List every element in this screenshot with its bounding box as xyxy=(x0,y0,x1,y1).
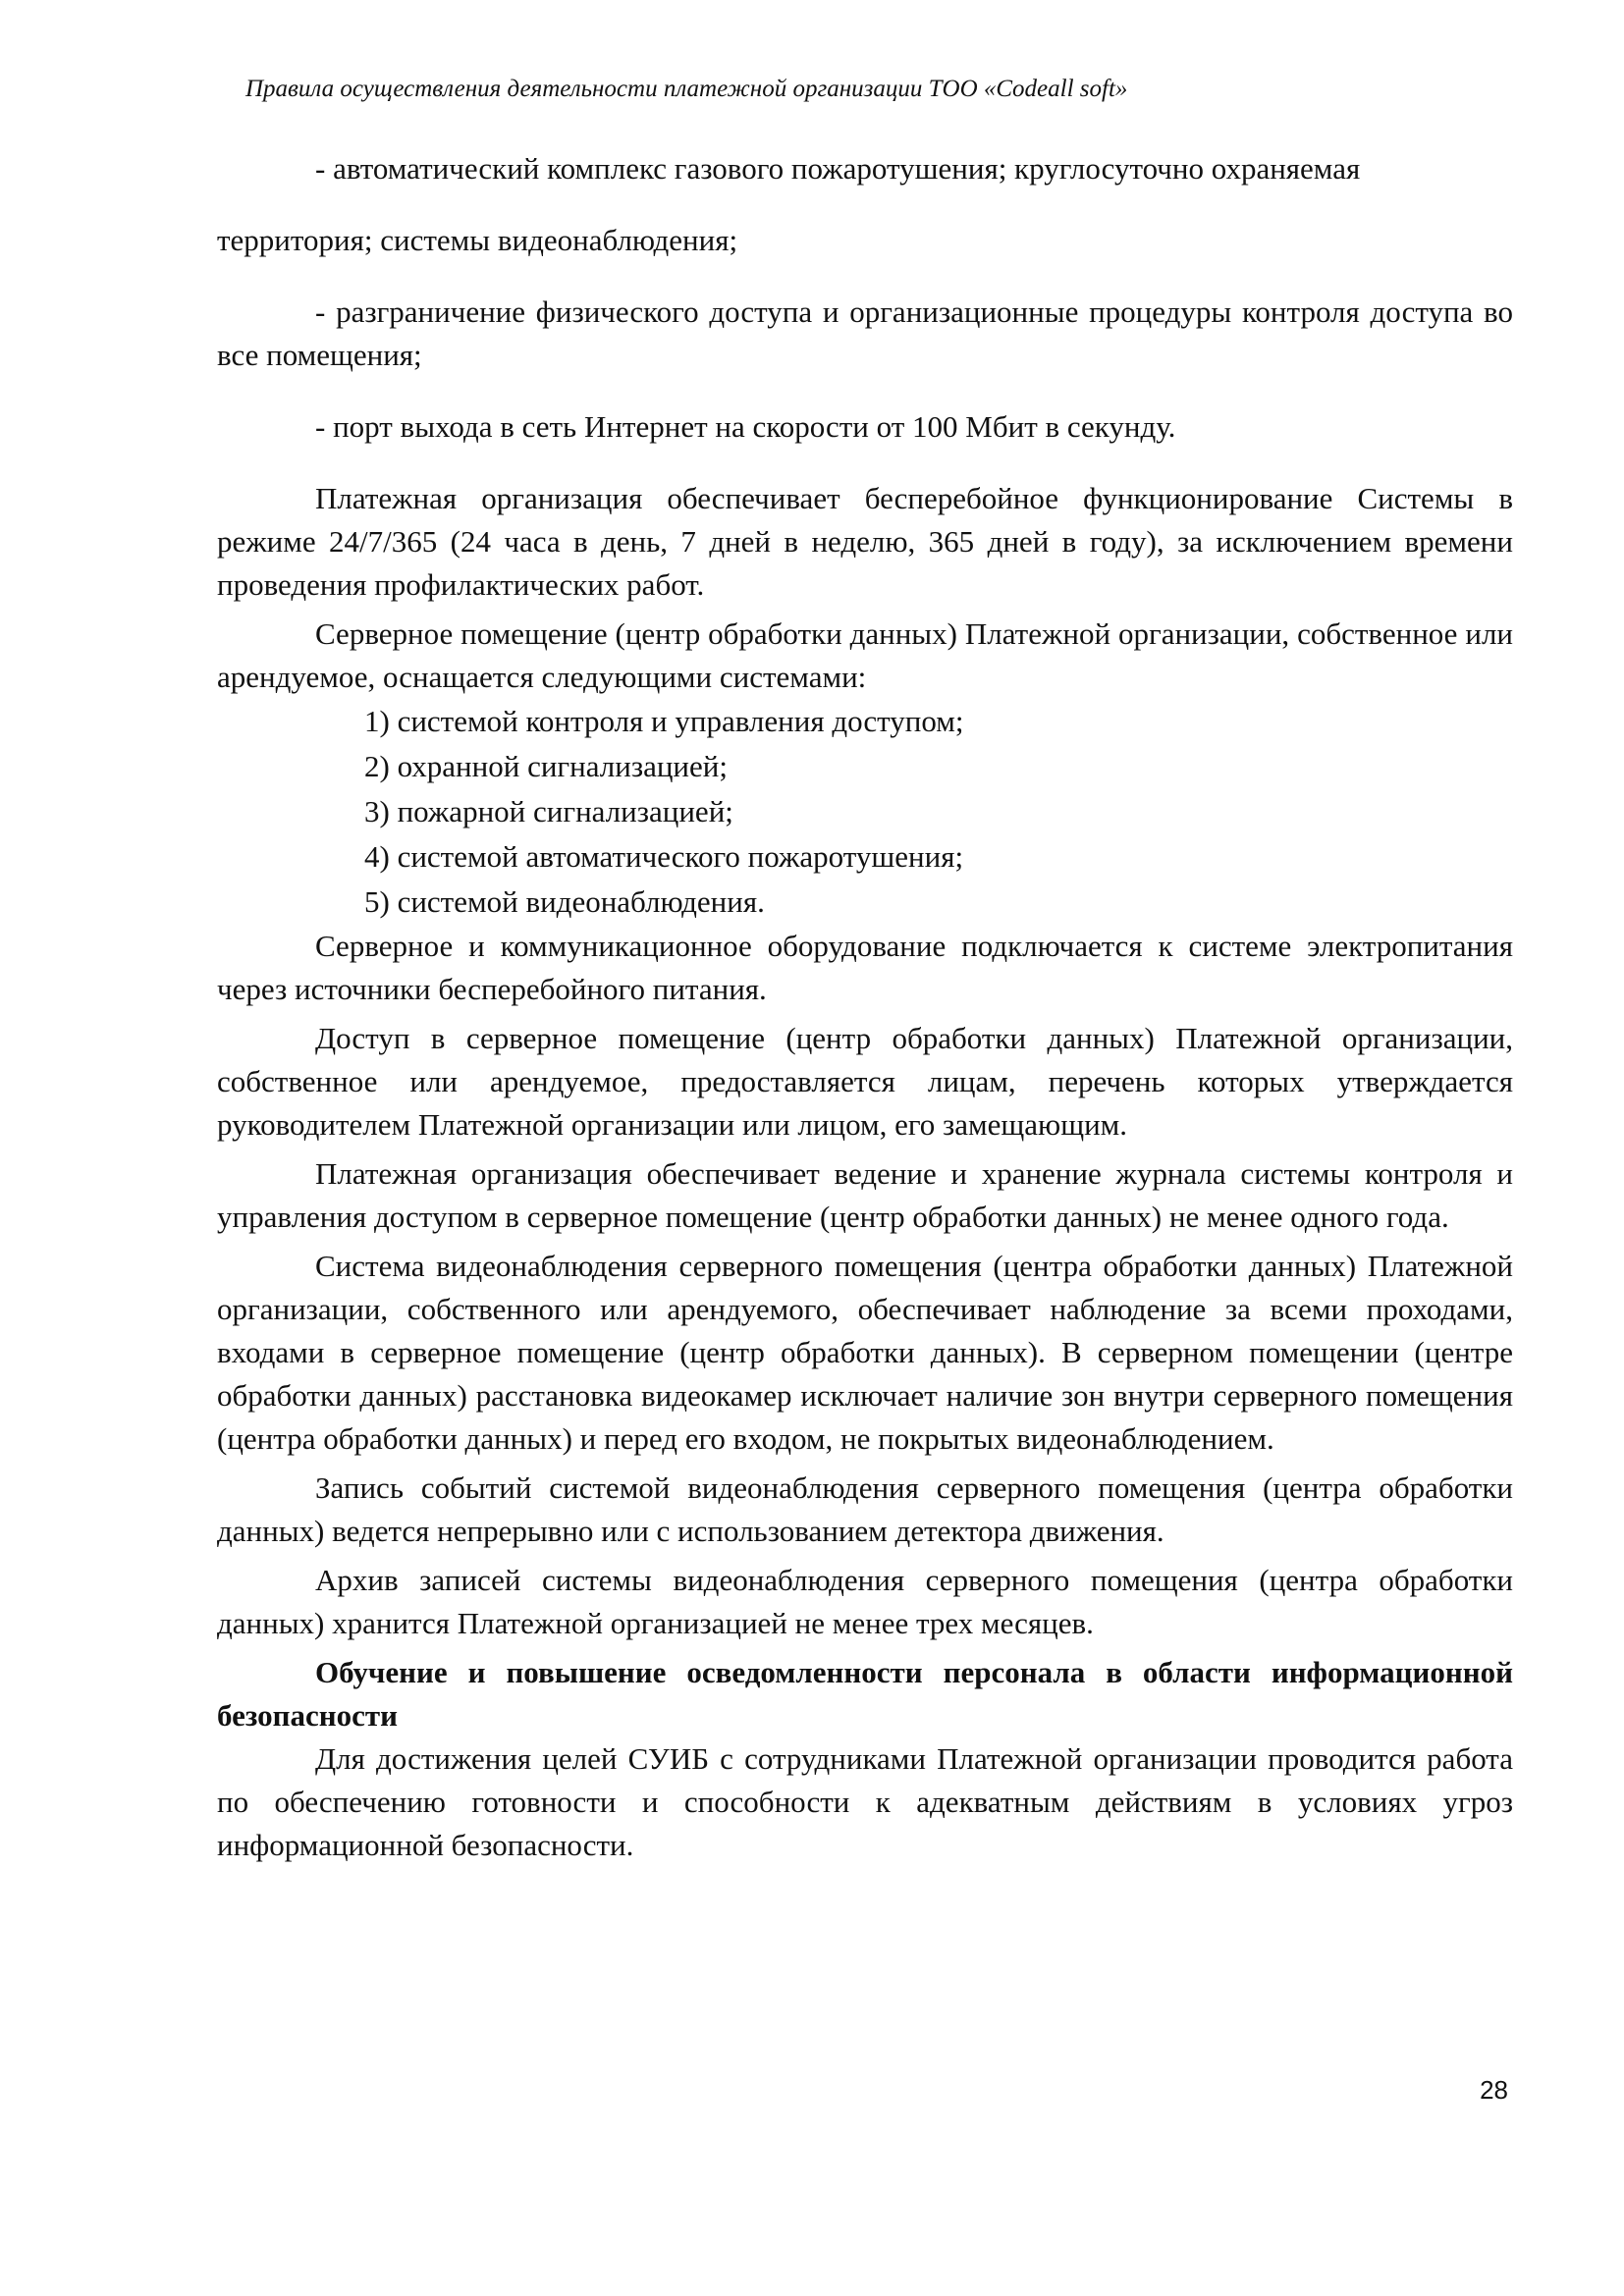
list-item: 4) системой автоматического пожаротушения; xyxy=(364,839,964,874)
list-item: 3) пожарной сигнализацией; xyxy=(364,794,733,828)
paragraph-fire-suppression: - автоматический комплекс газового пожаротушения; круглосуточно охраняемая xyxy=(315,151,1361,186)
paragraph-server-room-access: Доступ в серверное помещение (центр обработки данных) Платежной организации, собственное или арендуемое, предоставляется лицам, перечень которых утверждается руководителем Платежной организации или лицом, его замещающим. xyxy=(217,1021,1513,1142)
paragraph-access-log: Платежная организация обеспечивает ведение и хранение журнала системы контроля и управления доступом в серверное помещение (центр обработки данных) не менее одного года. xyxy=(217,1156,1513,1234)
paragraph-uptime: Платежная организация обеспечивает бесперебойное функционирование Системы в режиме 24/7/365 (24 часа в день, 7 дней в неделю, 365 дней в году), за исключением времени проведения профилактических работ. xyxy=(217,481,1513,602)
paragraph-power-supply: Серверное и коммуникационное оборудование подключается к системе электропитания через источники бесперебойного питания. xyxy=(217,929,1513,1006)
paragraph-physical-access: - разграничение физического доступа и организационные процедуры контроля доступа во все помещения; xyxy=(217,294,1513,372)
page-number: 28 xyxy=(1480,2075,1508,2105)
paragraph-video-archive: Архив записей системы видеонаблюдения серверного помещения (центра обработки данных) хранится Платежной организацией не менее трех месяцев. xyxy=(217,1563,1513,1640)
paragraph-internet-port: - порт выхода в сеть Интернет на скорости от 100 Мбит в секунду. xyxy=(315,409,1176,444)
list-item: 2) охранной сигнализацией; xyxy=(364,749,728,783)
paragraph-video-surveillance: Система видеонаблюдения серверного помещения (центра обработки данных) Платежной организации, собственного или арендуемого, обеспечивает наблюдение за всеми проходами, входами в серверное помещение (центр обработки данных). В серверном помещении (центре обработки данных) расстановка видеокамер исключает наличие зон внутри серверного помещения (центра обработки данных) и перед его входом, не покрытых видеонаблюдением. xyxy=(217,1249,1513,1456)
document-body xyxy=(217,147,1513,1867)
systems-list xyxy=(217,699,1513,925)
paragraph-fire-suppression-continued: территория; системы видеонаблюдения; xyxy=(217,223,738,257)
list-item: 5) системой видеонаблюдения. xyxy=(364,884,765,919)
section-heading: Обучение и повышение осведомленности персонала в области информационной безопасности xyxy=(217,1655,1513,1733)
list-item: 1) системой контроля и управления доступом; xyxy=(364,704,964,738)
running-header: Правила осуществления деятельности платежной организации ТОО «Codeall soft» xyxy=(245,76,1128,102)
paragraph-staff-training: Для достижения целей СУИБ с сотрудниками Платежной организации проводится работа по обеспечению готовности и способности к адекватным действиям в условиях угроз информационной безопасности. xyxy=(217,1741,1513,1862)
paragraph-server-room-systems: Серверное помещение (центр обработки данных) Платежной организации, собственное или арендуемое, оснащается следующими системами: xyxy=(217,616,1513,694)
paragraph-video-recording: Запись событий системой видеонаблюдения серверного помещения (центра обработки данных) ведется непрерывно или с использованием детектора движения. xyxy=(217,1470,1513,1548)
